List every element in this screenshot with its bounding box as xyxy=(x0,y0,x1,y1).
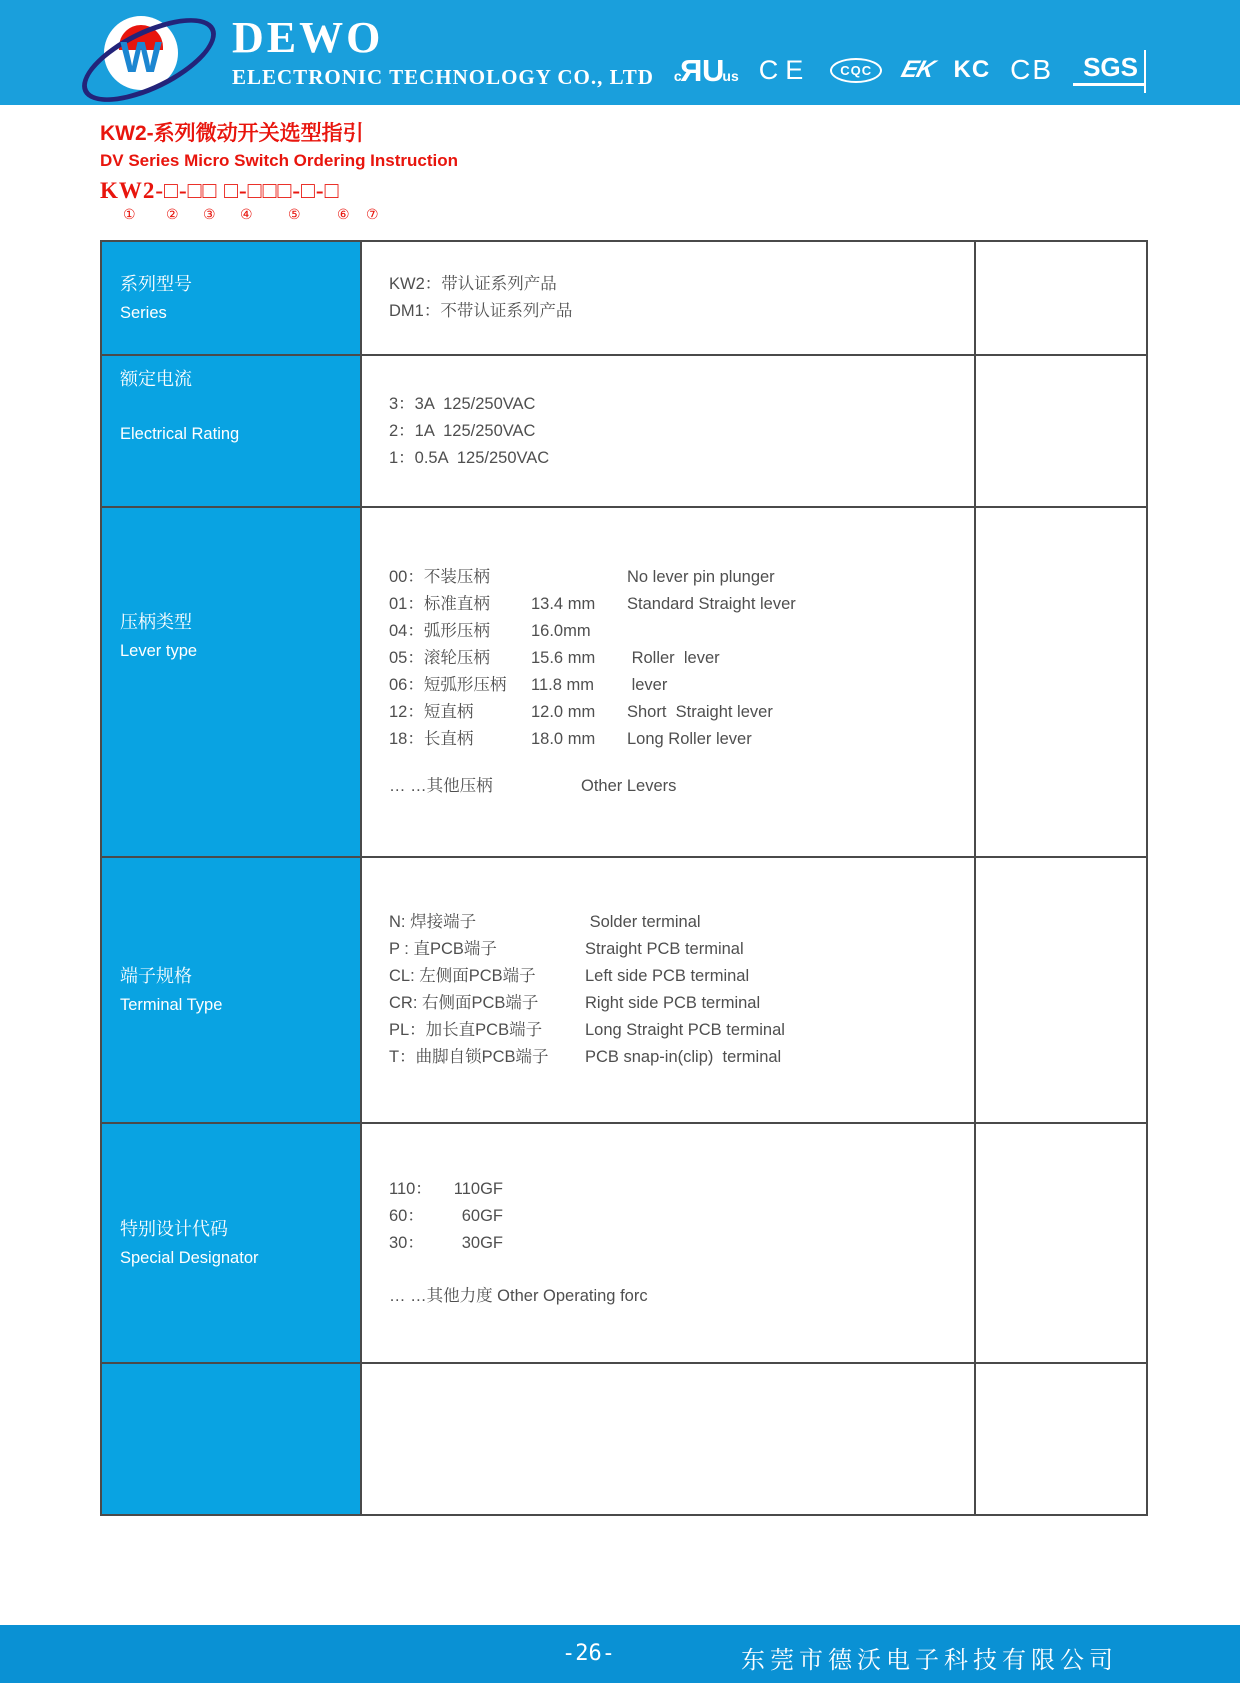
table-row-lever-type xyxy=(102,506,1146,856)
rating-option: 1：0.5A 125/250VAC xyxy=(389,448,550,467)
series-note-cell xyxy=(974,242,1146,354)
special-option: 60： 60GF xyxy=(389,1207,503,1225)
special-label-cell xyxy=(102,1124,360,1362)
electrical-label-zh: 额定电流 xyxy=(120,369,192,389)
page-title-zh: KW2-系列微动开关选型指引 xyxy=(100,122,364,145)
lever-note-cell xyxy=(974,508,1146,856)
certification-marks xyxy=(674,54,1144,86)
series-label-en: Series xyxy=(120,304,167,322)
special-option: 110： 110GF xyxy=(389,1180,503,1198)
lever-label-zh: 压柄类型 xyxy=(120,612,192,632)
special-content-cell xyxy=(360,1124,974,1362)
empty-label-cell xyxy=(102,1364,360,1514)
rating-option: 3：3A 125/250VAC xyxy=(389,394,536,413)
lever-option: 18：长直柄 18.0 mm Long Roller lever xyxy=(389,730,752,748)
brand-block xyxy=(232,13,654,89)
page-number: -26- xyxy=(562,1641,615,1666)
special-other-option: … …其他力度 Other Operating forc xyxy=(389,1287,648,1305)
lever-option: 01：标准直柄 13.4 mm Standard Straight lever xyxy=(389,595,796,613)
sgs-mark-icon: SGS xyxy=(1073,54,1144,86)
electrical-content-cell xyxy=(360,356,974,506)
marker-7: ⑦ xyxy=(366,206,379,222)
lever-label-en: Lever type xyxy=(120,642,198,660)
lever-content-cell xyxy=(360,508,974,856)
series-option: KW2：带认证系列产品 xyxy=(389,275,557,293)
ul-recognized-icon: cRUus xyxy=(673,52,739,88)
rating-option: 2：1A 125/250VAC xyxy=(389,421,536,440)
terminal-label-en: Terminal Type xyxy=(120,996,223,1014)
logo-letter-w: W xyxy=(120,33,162,82)
series-label-cell xyxy=(102,242,360,354)
electrical-label-en: Electrical Rating xyxy=(120,425,240,443)
terminal-option: PL：加长直PCB端子 Long Straight PCB terminal xyxy=(389,1021,785,1039)
special-label-en: Special Designator xyxy=(120,1249,259,1267)
table-row-series xyxy=(102,242,1146,354)
terminal-label-zh: 端子规格 xyxy=(120,966,192,986)
terminal-option: CR: 右侧面PCB端子 Right side PCB terminal xyxy=(389,994,761,1012)
ordering-code-pattern: KW2-□-□□ □-□□□-□-□ xyxy=(100,178,340,203)
title-block xyxy=(100,121,1240,224)
electrical-label-cell xyxy=(102,356,360,506)
lever-option: 12：短直柄 12.0 mm Short Straight lever xyxy=(389,703,773,721)
lever-option: 06：短弧形压柄 11.8 mm lever xyxy=(389,676,668,694)
table-row-special-designator xyxy=(102,1122,1146,1362)
marker-6: ⑥ xyxy=(337,206,350,222)
footer-bar xyxy=(0,1625,1240,1683)
terminal-option: T：曲脚自锁PCB端子 PCB snap-in(clip) terminal xyxy=(389,1048,782,1066)
kc-mark-icon: KC xyxy=(953,56,991,83)
empty-content-cell xyxy=(360,1364,974,1514)
empty-note-cell xyxy=(974,1364,1146,1514)
brand-subtitle: ELECTRONIC TECHNOLOGY CO., LTD xyxy=(232,65,654,89)
terminal-content-cell xyxy=(360,858,974,1122)
terminal-option: P : 直PCB端子 Straight PCB terminal xyxy=(389,940,744,958)
special-label-zh: 特别设计代码 xyxy=(120,1219,228,1239)
terminal-label-cell xyxy=(102,858,360,1122)
dewo-logo xyxy=(86,12,212,96)
lever-option: 04：弧形压柄 16.0mm xyxy=(389,622,591,640)
special-note-cell xyxy=(974,1124,1146,1362)
lever-label-cell xyxy=(102,508,360,856)
lever-option: 05：滚轮压柄 15.6 mm Roller lever xyxy=(389,649,720,667)
ordering-table xyxy=(100,240,1148,1516)
table-row-terminal-type xyxy=(102,856,1146,1122)
marker-2: ② xyxy=(166,206,179,222)
terminal-option: CL: 左侧面PCB端子 Left side PCB terminal xyxy=(389,967,750,985)
terminal-option: N: 焊接端子 Solder terminal xyxy=(389,913,701,931)
company-name: 东莞市德沃电子科技有限公司 xyxy=(741,1647,1118,1674)
series-content-cell xyxy=(360,242,974,354)
cb-mark-icon: CB xyxy=(1010,54,1054,85)
terminal-note-cell xyxy=(974,858,1146,1122)
marker-4: ④ xyxy=(240,206,253,222)
header-banner xyxy=(0,0,1240,105)
marker-1: ① xyxy=(123,206,136,222)
position-markers xyxy=(100,206,1240,224)
page-title-en: DV Series Micro Switch Ordering Instruction xyxy=(100,151,459,170)
ce-mark-icon: CE xyxy=(758,54,811,85)
lever-option: 00：不装压柄 No lever pin plunger xyxy=(389,568,775,586)
marker-5: ⑤ xyxy=(288,206,301,222)
series-label-zh: 系列型号 xyxy=(120,274,192,294)
electrical-note-cell xyxy=(974,356,1146,506)
brand-name: DEWO xyxy=(232,13,384,62)
marker-3: ③ xyxy=(203,206,216,222)
special-option: 30： 30GF xyxy=(389,1234,503,1252)
lever-other-option: … …其他压柄 Other Levers xyxy=(389,777,677,795)
table-row-electrical-rating xyxy=(102,354,1146,506)
cqc-mark-icon: CQC xyxy=(830,58,882,83)
ek-mark-icon: EK xyxy=(898,56,938,83)
table-row-empty xyxy=(102,1362,1146,1514)
series-option: DM1：不带认证系列产品 xyxy=(389,302,573,320)
